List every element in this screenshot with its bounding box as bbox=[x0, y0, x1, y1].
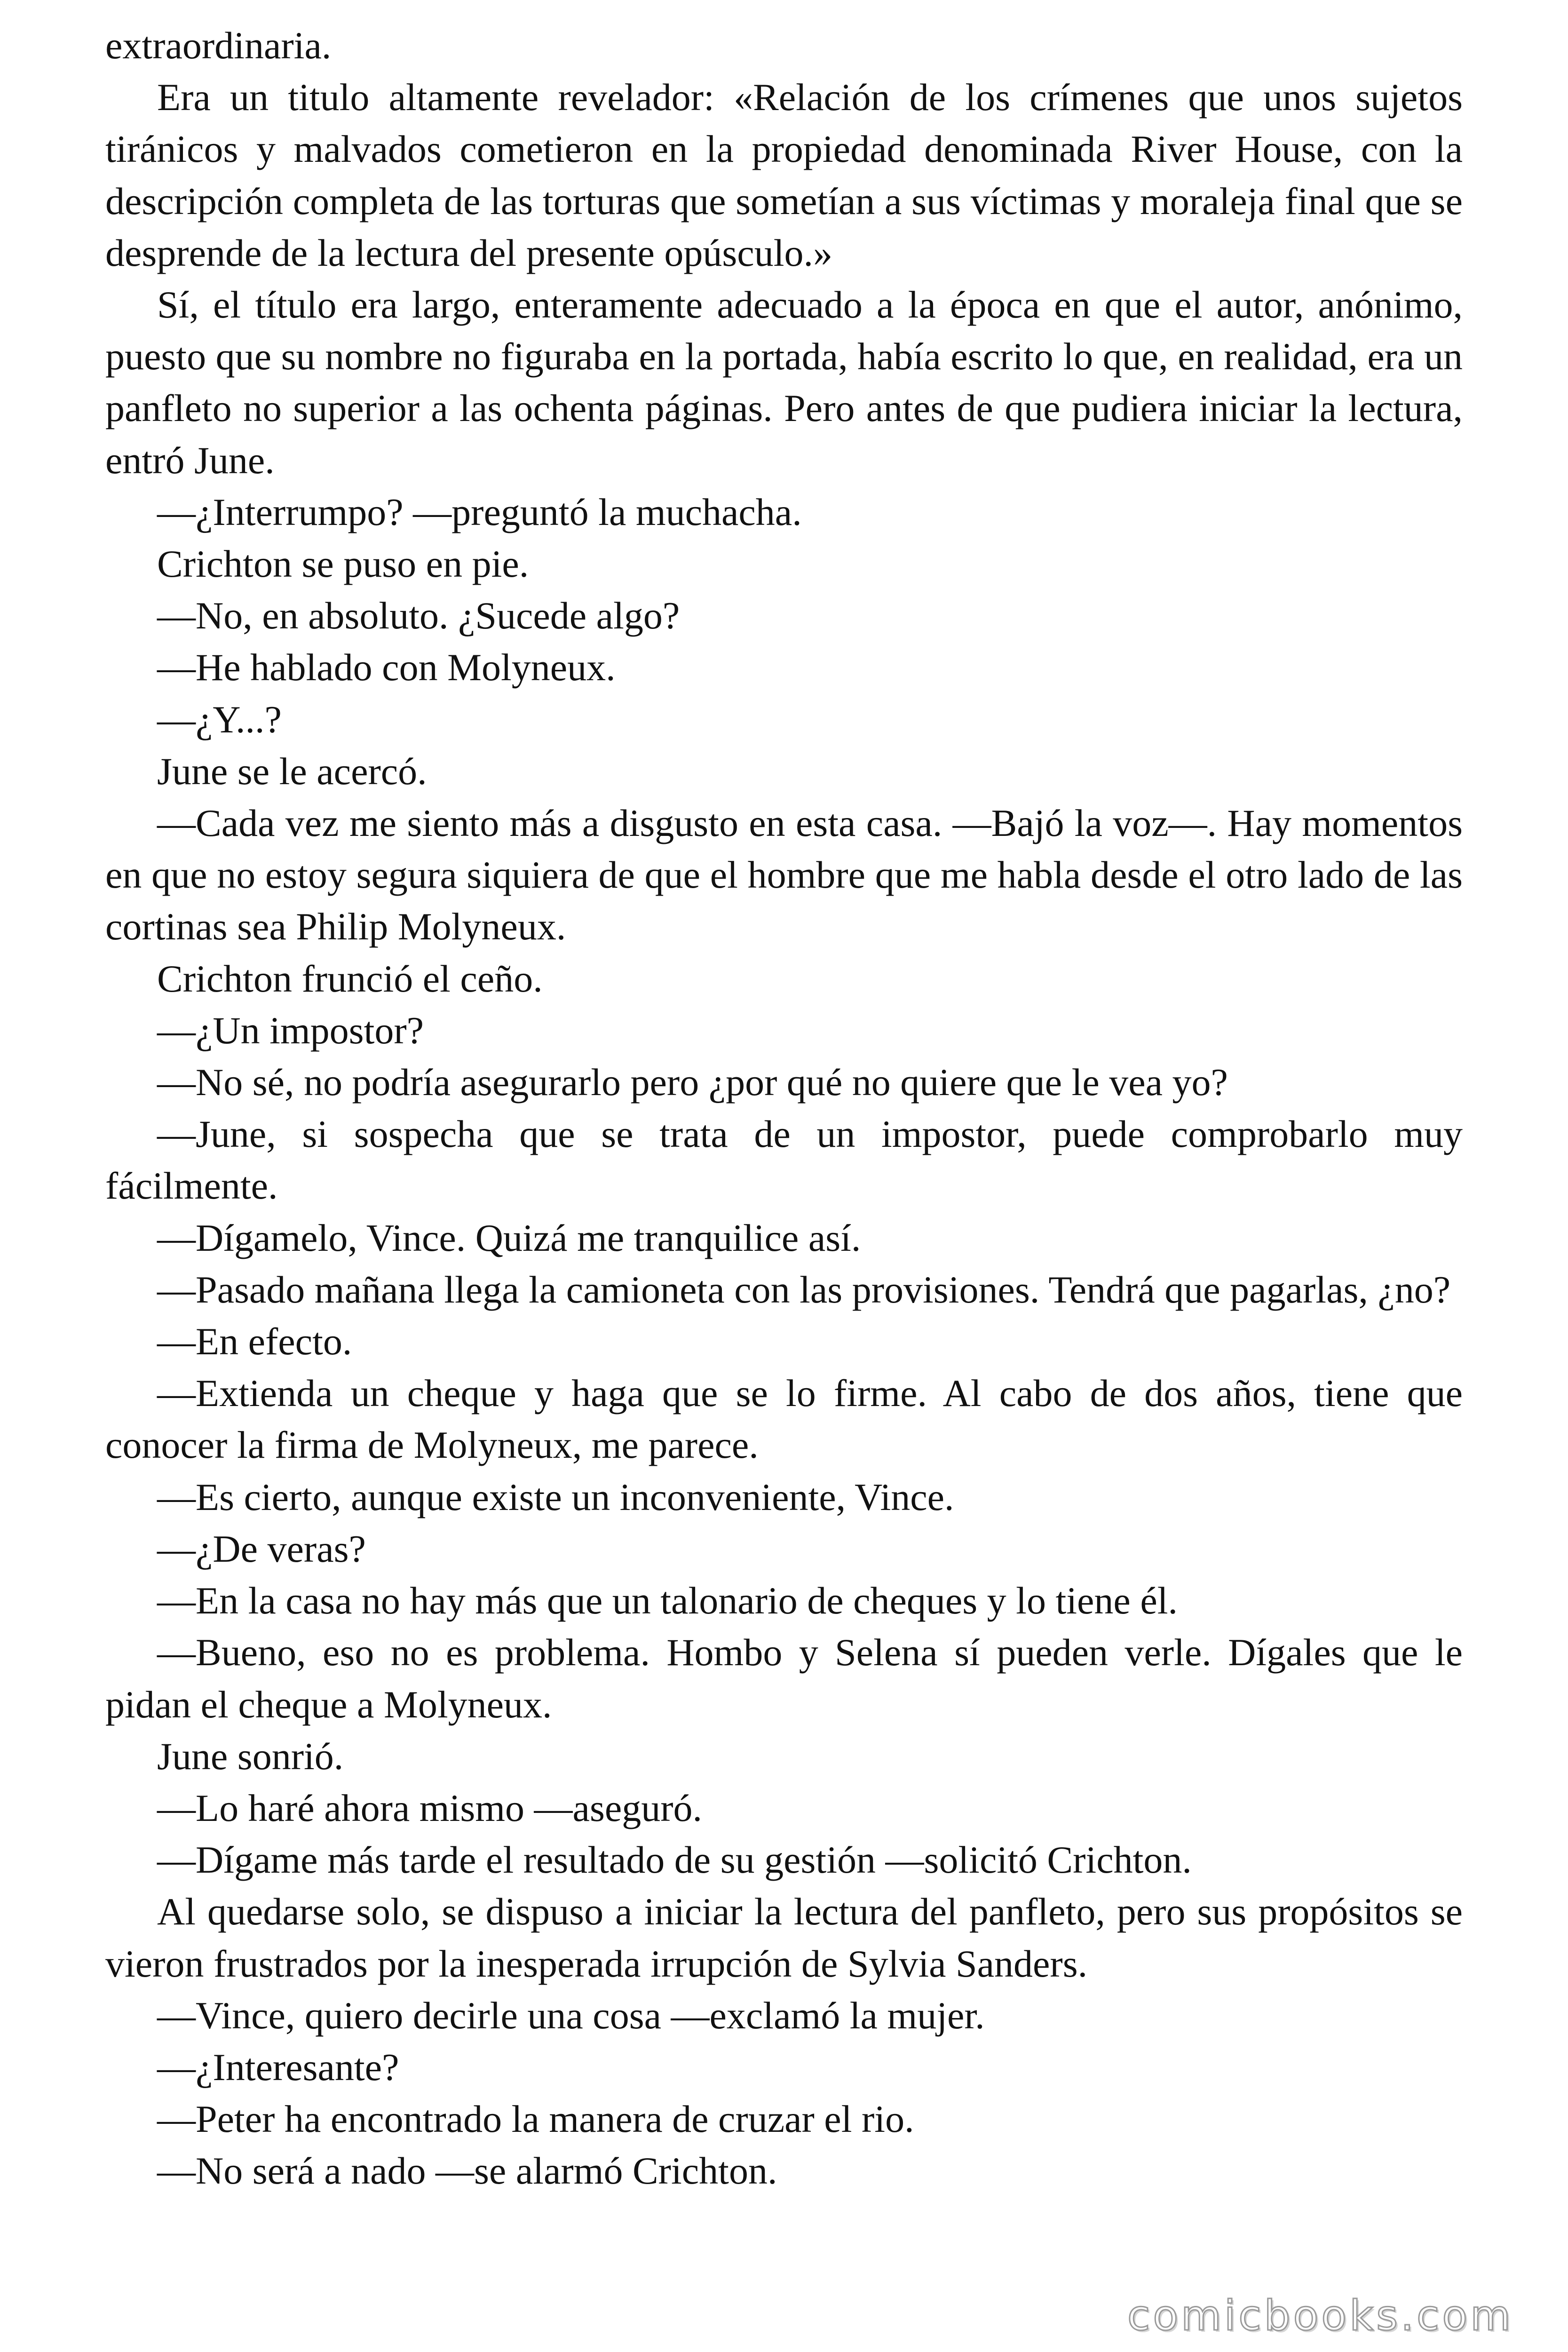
paragraph: Sí, el título era largo, enteramente adecuado a la época en que el autor, anónimo, puesto que su nombre no figuraba en la portada, había escrito lo que, en realidad, era un panfleto no superior a las ochenta páginas. Pero antes de que pudiera iniciar la lectura, entró June. bbox=[105, 283, 1463, 482]
paragraph: Crichton frunció el ceño. bbox=[157, 957, 543, 1000]
paragraph: —June, si sospecha que se trata de un impostor, puede comprobarlo muy fácilmente. bbox=[105, 1112, 1463, 1208]
paragraph: —Bueno, eso no es problema. Hombo y Selena sí pueden verle. Dígales que le pidan el cheque a Molyneux. bbox=[105, 1631, 1463, 1726]
paragraph: June sonrió. bbox=[157, 1734, 344, 1778]
watermark-logo: comicbooks.com bbox=[1127, 2291, 1513, 2340]
paragraph: Crichton se puso en pie. bbox=[157, 542, 529, 586]
page-text bbox=[105, 20, 1463, 2197]
paragraph: —¿Interesante? bbox=[157, 2045, 399, 2089]
paragraph: —Dígamelo, Vince. Quizá me tranquilice así. bbox=[157, 1216, 861, 1259]
paragraph: —En efecto. bbox=[157, 1320, 352, 1363]
paragraph: —No, en absoluto. ¿Sucede algo? bbox=[157, 594, 680, 637]
paragraph: —Dígame más tarde el resultado de su gestión —solicitó Crichton. bbox=[157, 1838, 1192, 1882]
paragraph: —¿De veras? bbox=[157, 1527, 366, 1570]
paragraph: —No será a nado —se alarmó Crichton. bbox=[157, 2149, 777, 2193]
paragraph: June se le acercó. bbox=[157, 749, 427, 793]
paragraph: Era un titulo altamente revelador: «Relación de los crímenes que unos sujetos tiránicos y malvados cometieron en la propiedad denominada River House, con la descripción completa de las torturas que sometían a sus víctimas y moraleja final que se desprende de la lectura del presente opúsculo.» bbox=[105, 76, 1463, 274]
paragraph: —Es cierto, aunque existe un inconveniente, Vince. bbox=[157, 1475, 954, 1518]
paragraph: —He hablado con Molyneux. bbox=[157, 646, 616, 689]
paragraph: —Vince, quiero decirle una cosa —exclamó la mujer. bbox=[157, 1994, 985, 2037]
paragraph: extraordinaria. bbox=[105, 24, 332, 67]
paragraph: —Pasado mañana llega la camioneta con las provisiones. Tendrá que pagarlas, ¿no? bbox=[157, 1268, 1451, 1311]
paragraph: —No sé, no podría asegurarlo pero ¿por qué no quiere que le vea yo? bbox=[157, 1061, 1228, 1104]
paragraph: Al quedarse solo, se dispuso a iniciar la lectura del panfleto, pero sus propósitos se vieron frustrados por la inesperada irrupción de Sylvia Sanders. bbox=[105, 1890, 1463, 1985]
paragraph: —Peter ha encontrado la manera de cruzar el rio. bbox=[157, 2098, 914, 2141]
paragraph: —Cada vez me siento más a disgusto en esta casa. —Bajó la voz—. Hay momentos en que no estoy segura siquiera de que el hombre que me habla desde el otro lado de las cortinas sea Philip Molyneux. bbox=[105, 802, 1463, 948]
paragraph: —Lo haré ahora mismo —aseguró. bbox=[157, 1786, 703, 1829]
paragraph: —Extienda un cheque y haga que se lo firme. Al cabo de dos años, tiene que conocer la firma de Molyneux, me parece. bbox=[105, 1372, 1463, 1467]
paragraph: —¿Y...? bbox=[157, 698, 282, 741]
paragraph: —¿Un impostor? bbox=[157, 1009, 424, 1052]
paragraph: —¿Interrumpo? —preguntó la muchacha. bbox=[157, 490, 802, 533]
paragraph: —En la casa no hay más que un talonario de cheques y lo tiene él. bbox=[157, 1579, 1178, 1622]
